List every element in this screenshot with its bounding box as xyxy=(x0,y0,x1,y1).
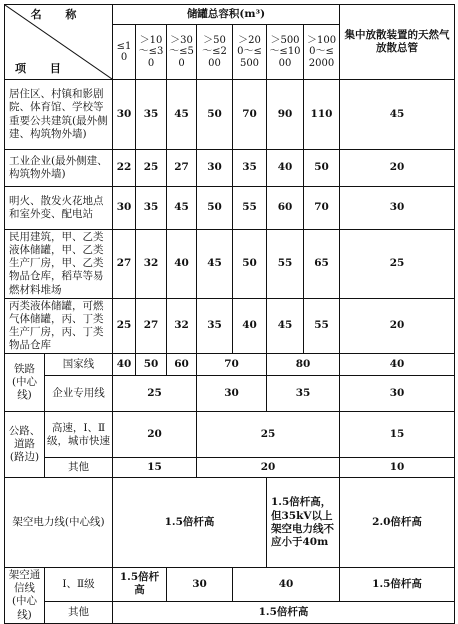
cell: 25 xyxy=(113,298,136,354)
road-highway-label: 高速，Ⅰ、Ⅱ级，城市快速 xyxy=(45,412,113,458)
cell: 35 xyxy=(136,187,167,230)
header-name: 名 称 xyxy=(30,8,87,21)
row-label: 民用建筑，甲、乙类液体储罐，甲、乙类生产厂房，甲、乙类物品仓库，稻草等易燃材料堆场 xyxy=(5,230,113,299)
cell: 90 xyxy=(267,80,304,150)
cell: 60 xyxy=(167,354,197,376)
cell: 20 xyxy=(197,458,340,478)
cell: 45 xyxy=(167,187,197,230)
comm-grade-label: Ⅰ、Ⅱ级 xyxy=(45,568,113,602)
range-6: ＞500～≤1000 xyxy=(267,25,304,80)
power-label: 架空电力线(中心线) xyxy=(5,478,113,568)
cell: 50 xyxy=(197,187,233,230)
cell: 45 xyxy=(267,298,304,354)
cell: 27 xyxy=(167,150,197,187)
cell: 40 xyxy=(167,230,197,299)
cell: 30 xyxy=(167,568,233,602)
cell: 15 xyxy=(113,458,197,478)
cell: 25 xyxy=(340,230,455,299)
cell: 40 xyxy=(340,354,455,376)
cell: 30 xyxy=(340,376,455,412)
cell: 10 xyxy=(340,458,455,478)
cell: 40 xyxy=(267,150,304,187)
cell: 55 xyxy=(304,298,340,354)
cell: 27 xyxy=(113,230,136,299)
cell: 55 xyxy=(233,187,267,230)
cell: 1.5倍杆高 xyxy=(113,568,167,602)
cell: 60 xyxy=(267,187,304,230)
row-label: 居住区、村镇和影剧院、体育馆、学校等重要公共建筑(最外侧建、构筑物外墙) xyxy=(5,80,113,150)
cell: 35 xyxy=(267,376,340,412)
cell: 25 xyxy=(197,412,340,458)
cell: 40 xyxy=(113,354,136,376)
cell: 35 xyxy=(197,298,233,354)
cell: 45 xyxy=(197,230,233,299)
rail-enterprise-label: 企业专用线 xyxy=(45,376,113,412)
cell: 20 xyxy=(340,298,455,354)
comm-other-label: 其他 xyxy=(45,601,113,623)
cell: 30 xyxy=(113,80,136,150)
range-4: ＞50～≤200 xyxy=(197,25,233,80)
header-item: 项 目 xyxy=(15,62,71,76)
cell: 50 xyxy=(233,230,267,299)
cell: 1.5倍杆高 xyxy=(113,601,455,623)
cell: 15 xyxy=(340,412,455,458)
cell: 110 xyxy=(304,80,340,150)
cell: 80 xyxy=(267,354,340,376)
cell: 35 xyxy=(233,150,267,187)
cell: 35 xyxy=(136,80,167,150)
rail-group: 铁路(中心线) xyxy=(5,354,45,412)
cell: 30 xyxy=(340,187,455,230)
cell: 1.5倍杆高 xyxy=(113,478,267,568)
cell: 50 xyxy=(197,80,233,150)
cell: 20 xyxy=(113,412,197,458)
range-2: ＞10～≤30 xyxy=(136,25,167,80)
header-vent: 集中放散装置的天然气放散总管 xyxy=(340,5,455,80)
cell: 50 xyxy=(304,150,340,187)
cell: 45 xyxy=(167,80,197,150)
cell: 65 xyxy=(304,230,340,299)
cell: 40 xyxy=(233,568,340,602)
rail-national-label: 国家线 xyxy=(45,354,113,376)
cell: 22 xyxy=(113,150,136,187)
cell: 27 xyxy=(136,298,167,354)
cell: 1.5倍杆高 xyxy=(340,568,455,602)
cell: 32 xyxy=(167,298,197,354)
cell: 45 xyxy=(340,80,455,150)
range-7: ＞1000～≤2000 xyxy=(304,25,340,80)
comm-group: 架空通信线(中心线) xyxy=(5,568,45,624)
cell: 20 xyxy=(340,150,455,187)
cell: 30 xyxy=(197,150,233,187)
cell: 70 xyxy=(197,354,267,376)
cell: 70 xyxy=(304,187,340,230)
cell: 40 xyxy=(233,298,267,354)
cell: 30 xyxy=(197,376,267,412)
cell: 32 xyxy=(136,230,167,299)
cell: 25 xyxy=(136,150,167,187)
cell: 30 xyxy=(113,187,136,230)
cell: 2.0倍杆高 xyxy=(340,478,455,568)
road-group: 公路、道路(路边) xyxy=(5,412,45,478)
range-5: ＞200～≤500 xyxy=(233,25,267,80)
row-label: 明火、散发火花地点和室外变、配电站 xyxy=(5,187,113,230)
header-corner xyxy=(5,5,113,80)
header-capacity: 储罐总容积(m³) xyxy=(113,5,340,25)
cell: 55 xyxy=(267,230,304,299)
range-3: ＞30～≤50 xyxy=(167,25,197,80)
cell: 70 xyxy=(233,80,267,150)
row-label: 工业企业(最外侧建、构筑物外墙) xyxy=(5,150,113,187)
cell: 25 xyxy=(113,376,197,412)
cell: 1.5倍杆高，但35kV以上架空电力线不应小于40m xyxy=(267,478,340,568)
range-1: ≤10 xyxy=(113,25,136,80)
spacing-table xyxy=(4,4,455,624)
row-label: 丙类液体储罐，可燃气体储罐，丙、丁类生产厂房，丙、丁类物品仓库 xyxy=(5,298,113,354)
cell: 50 xyxy=(136,354,167,376)
road-other-label: 其他 xyxy=(45,458,113,478)
